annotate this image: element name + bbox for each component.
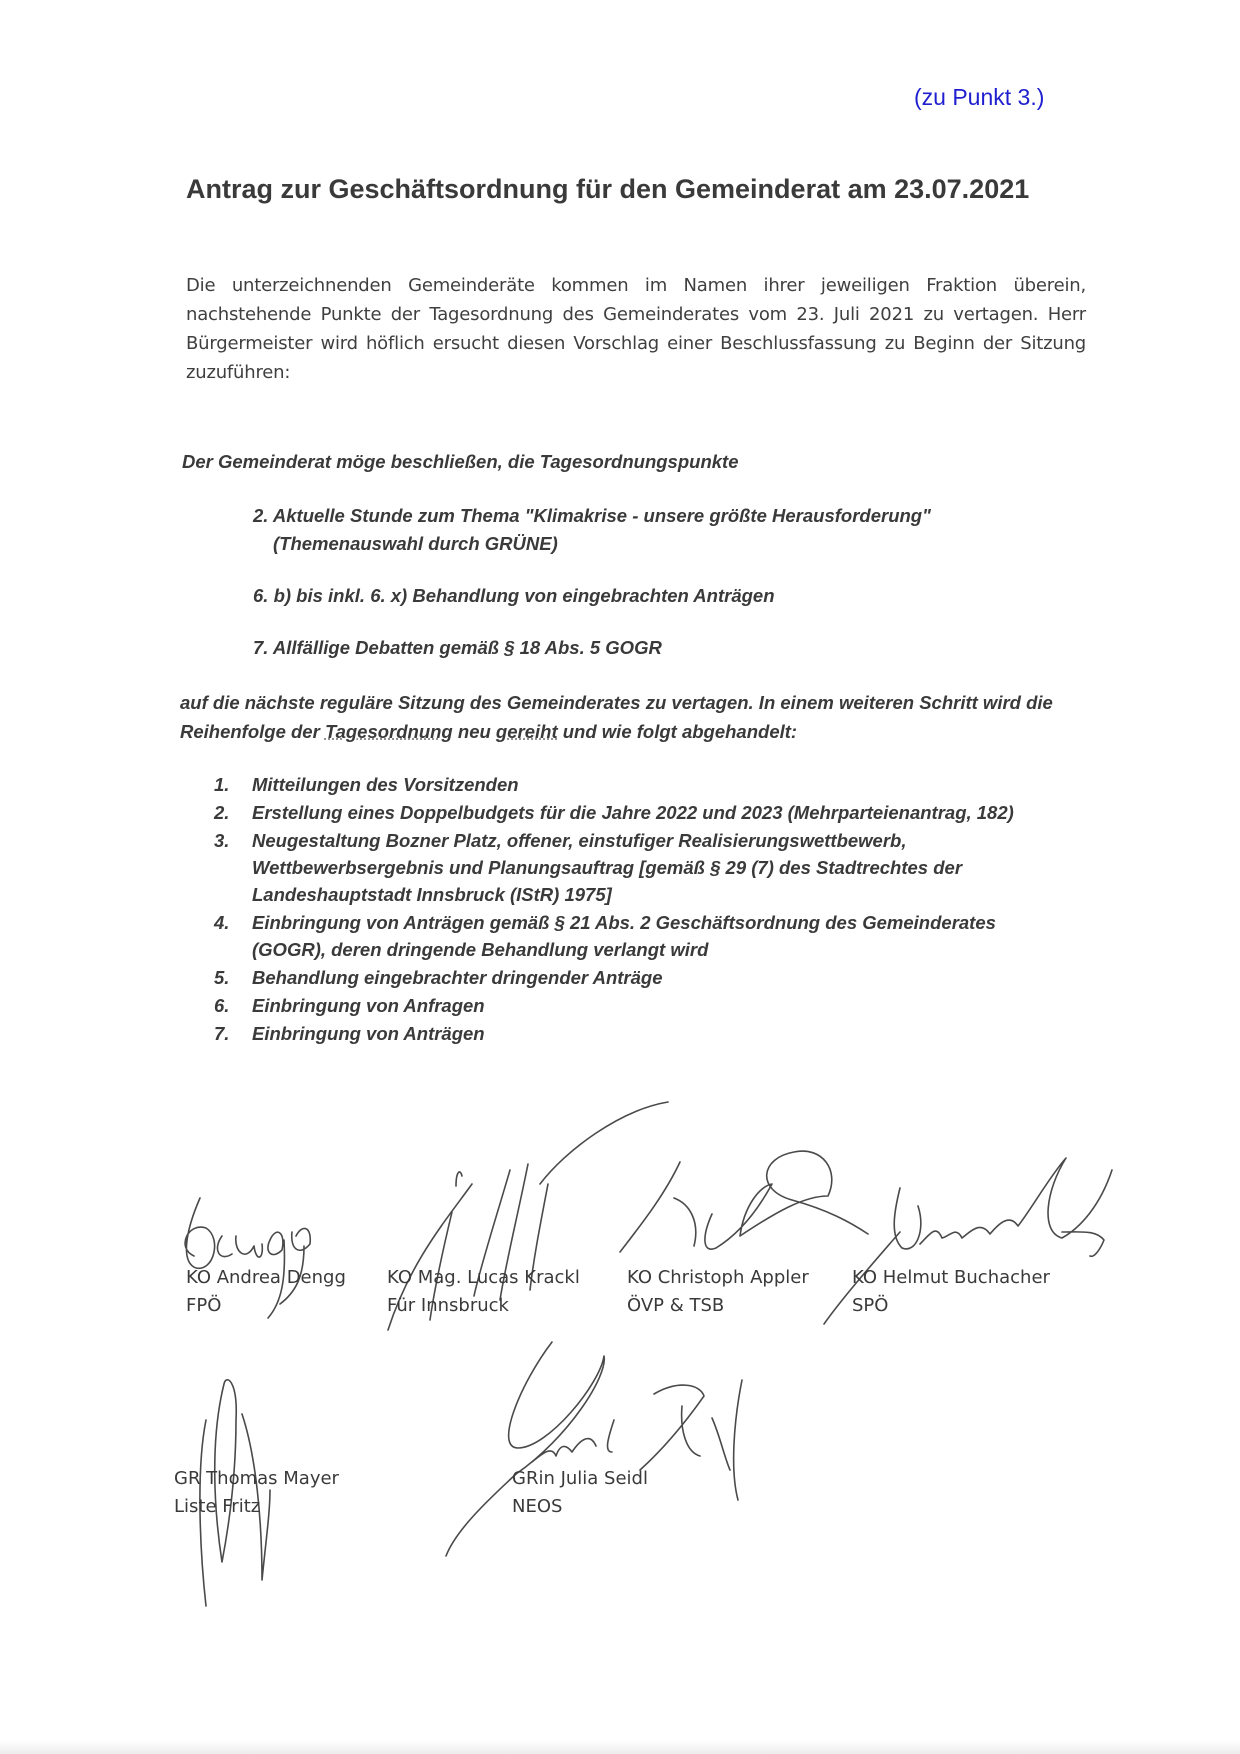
new-agenda-list — [214, 771, 1112, 1048]
agenda-item — [214, 799, 1112, 826]
motion-text-underlined: Tagesordnung — [324, 721, 453, 742]
postponed-item — [253, 502, 931, 582]
agenda-item-text: Einbringung von Anträgen gemäß § 21 Abs. 2 Geschäftsordnung des Gemeinderates (GOGR), deren dringende Behandlung verlangt wird — [252, 912, 996, 960]
agenda-item — [214, 827, 1112, 908]
signatory-party: ÖVP & TSB — [627, 1295, 725, 1316]
signatory-party: Für Innsbruck — [387, 1295, 509, 1316]
signatory — [186, 1264, 346, 1320]
agenda-item-number: 4. — [214, 912, 230, 933]
agenda-item-text: Einbringung von Anträgen — [252, 1023, 485, 1044]
signatory-party: NEOS — [512, 1496, 563, 1517]
signatory-name: KO Christoph Appler — [627, 1267, 809, 1288]
agenda-item — [214, 992, 1112, 1019]
signatory-party: FPÖ — [186, 1295, 222, 1316]
agenda-item-text: Neugestaltung Bozner Platz, offener, einstufiger Realisierungswettbewerb, Wettbewerbsergebnis und Planungsauftrag [gemäß § 29 (7) des Stadtrechtes der Landeshauptstadt Innsbruck (IStR) 1975] — [252, 830, 963, 905]
signatory-name: GR Thomas Mayer — [174, 1468, 339, 1489]
signatory — [852, 1264, 1050, 1320]
signatory-name: KO Mag. Lucas Krackl — [387, 1267, 580, 1288]
signatory — [627, 1264, 809, 1320]
postponed-item — [253, 634, 931, 664]
agenda-item — [214, 1020, 1112, 1047]
agenda-item-text: Mitteilungen des Vorsitzenden — [252, 774, 519, 795]
agenda-item-number: 7. — [214, 1023, 230, 1044]
document-title: Antrag zur Geschäftsordnung für den Gemeinderat am 23.07.2021 — [186, 174, 1030, 204]
agenda-item-number: 5. — [214, 967, 230, 988]
postponed-item-label: 7. Allfällige Debatten gemäß § 18 Abs. 5 GOGR — [253, 637, 662, 658]
motion-text-underlined: gereiht — [495, 721, 558, 742]
postponed-items-list — [253, 502, 931, 664]
signatory-name: GRin Julia Seidl — [512, 1468, 648, 1489]
postponed-item-sub: (Themenauswahl durch GRÜNE) — [273, 533, 558, 554]
motion-text: und wie folgt abgehandelt: — [557, 721, 798, 742]
motion-continuation — [180, 688, 1100, 746]
signature-appler — [620, 1151, 868, 1252]
agenda-item-text: Erstellung eines Doppelbudgets für die Jahre 2022 und 2023 (Mehrparteienantrag, 182) — [252, 802, 1014, 823]
signatory — [512, 1465, 648, 1521]
postponed-item-label: 6. b) bis inkl. 6. x) Behandlung von eingebrachten Anträgen — [253, 585, 775, 606]
signatory-party: Liste Fritz — [174, 1496, 261, 1517]
agenda-item-number: 3. — [214, 830, 230, 851]
agenda-item — [214, 964, 1112, 991]
intro-paragraph: Die unterzeichnenden Gemeinderäte kommen im Namen ihrer jeweiligen Fraktion überein, nachstehende Punkte der Tagesordnung des Gemeinderates vom 23. Juli 2021 zu vertagen. Herr Bürgermeister wird höflich ersucht diesen Vorschlag einer Beschlussfassung zu Beginn der Sitzung zuzuführen: — [186, 275, 1086, 383]
postponed-item-label: 2. Aktuelle Stunde zum Thema "Klimakrise - unsere größte Herausforderung" — [253, 505, 931, 526]
agenda-item-number: 6. — [214, 995, 230, 1016]
signatory-name: KO Andrea Dengg — [186, 1267, 346, 1288]
agenda-item — [214, 771, 1112, 798]
motion-lead: Der Gemeinderat möge beschließen, die Tagesordnungspunkte — [182, 451, 739, 472]
motion-text: auf die nächste reguläre Sitzung des Gemeinderates zu vertagen. In einem weiteren Schritt wird die Reihenfolge der — [180, 692, 1053, 742]
agenda-item-text: Einbringung von Anfragen — [252, 995, 485, 1016]
scan-bottom-edge — [0, 1740, 1240, 1754]
agenda-item-text: Behandlung eingebrachter dringender Anträge — [252, 967, 663, 988]
reference-note: (zu Punkt 3.) — [914, 84, 1045, 110]
agenda-item — [214, 909, 1112, 963]
signatory — [174, 1465, 339, 1521]
agenda-item-number: 1. — [214, 774, 230, 795]
signatory-name: KO Helmut Buchacher — [852, 1267, 1050, 1288]
signatory — [387, 1264, 580, 1320]
postponed-item — [253, 582, 931, 634]
signatory-party: SPÖ — [852, 1295, 889, 1316]
motion-text: neu — [452, 721, 496, 742]
agenda-item-number: 2. — [214, 802, 230, 823]
signature-seidl — [446, 1342, 742, 1556]
